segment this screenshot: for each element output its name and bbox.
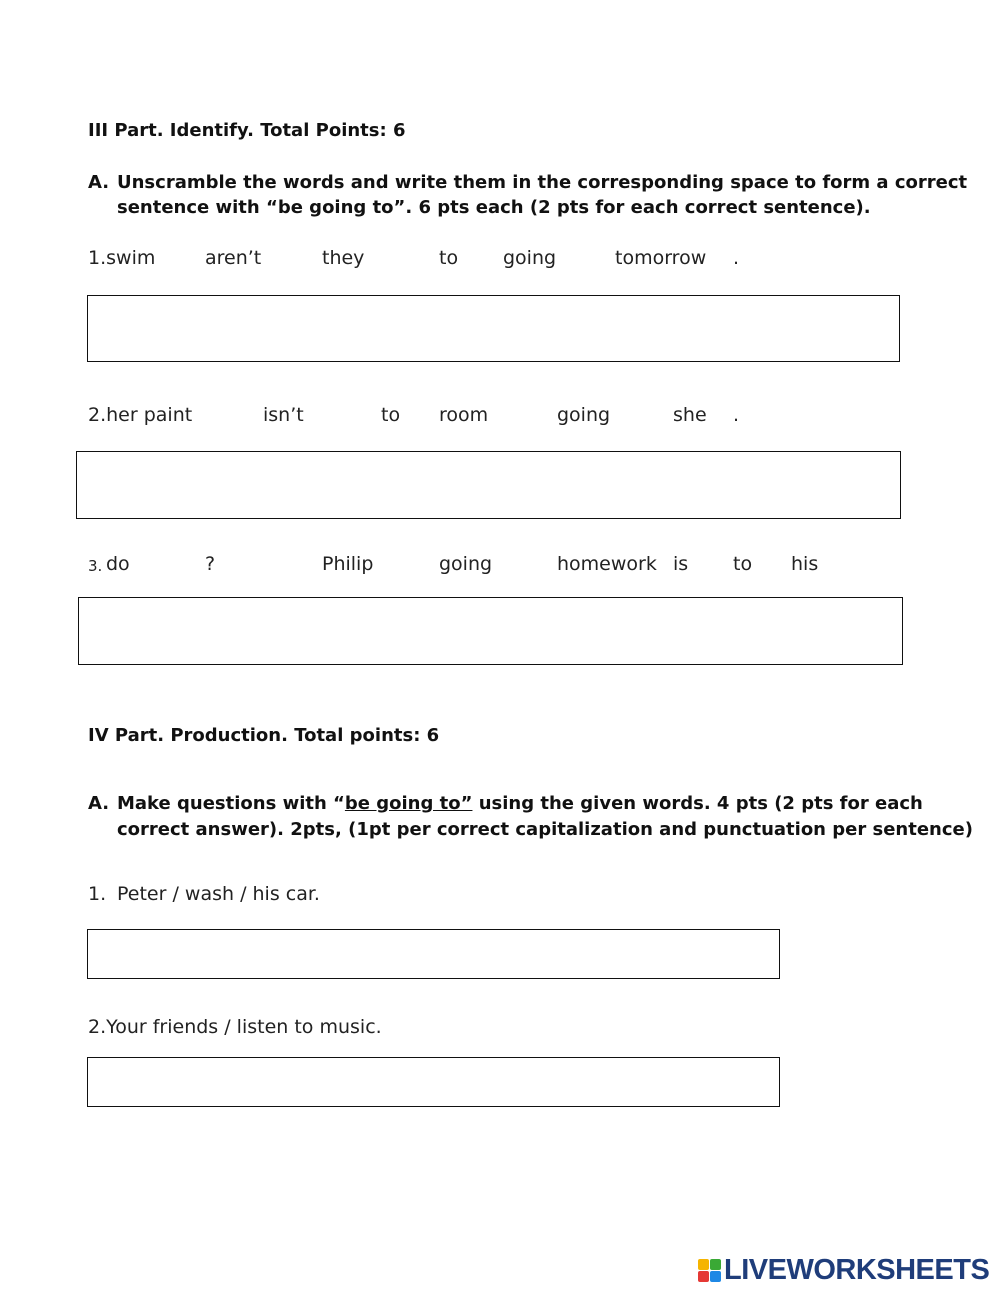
- part3-title: III Part. Identify. Total Points: 6: [88, 120, 406, 141]
- word: to: [439, 247, 459, 269]
- word: going: [439, 553, 493, 575]
- production-answer-input-2[interactable]: [88, 1058, 779, 1106]
- instruction-underlined-text: be going to”: [344, 793, 473, 814]
- logo-tile: [698, 1271, 709, 1282]
- question-1-words: [0, 247, 1000, 273]
- word: his: [791, 553, 819, 575]
- word: is: [673, 553, 689, 575]
- word: going: [503, 247, 557, 269]
- word: to: [381, 404, 401, 426]
- logo-text: LIVEWORKSHEETS: [724, 1253, 990, 1286]
- question-number: 3.: [88, 557, 103, 575]
- part4-instruction-line1: [117, 793, 923, 814]
- word: room: [439, 404, 489, 426]
- production-question-1-number: 1.: [88, 883, 107, 905]
- instruction-text: using the given words. 4 pts (2 pts for each: [472, 793, 923, 814]
- production-question-1-text: Peter / wash / his car.: [117, 883, 320, 905]
- logo-tile: [710, 1271, 721, 1282]
- instruction-text: Make questions with “: [117, 793, 345, 814]
- answer-box-2[interactable]: [76, 451, 901, 519]
- part4-instruction-line2: correct answer). 2pts, (1pt per correct capitalization and punctuation per sentence): [117, 819, 973, 840]
- part3-instruction-line1: Unscramble the words and write them in the corresponding space to form a correct: [117, 172, 968, 193]
- word: .: [733, 247, 740, 269]
- production-question-2-text: 2.Your friends / listen to music.: [88, 1016, 382, 1038]
- word: 1.swim: [88, 247, 156, 269]
- answer-input-3[interactable]: [79, 598, 902, 664]
- word: homework: [557, 553, 657, 575]
- logo-tiles-icon: [698, 1259, 721, 1282]
- word: ?: [205, 553, 216, 575]
- production-answer-input-1[interactable]: [88, 930, 779, 978]
- word: .: [733, 404, 740, 426]
- answer-box-1[interactable]: [87, 295, 900, 362]
- question-2-words: [0, 404, 1000, 430]
- word: she: [673, 404, 707, 426]
- word: tomorrow: [615, 247, 707, 269]
- word: isn’t: [263, 404, 304, 426]
- liveworksheets-logo: [698, 1254, 989, 1286]
- word: Philip: [322, 553, 374, 575]
- answer-box-3[interactable]: [78, 597, 903, 665]
- word: aren’t: [205, 247, 262, 269]
- question-3-words: [0, 553, 1000, 579]
- part3-instruction-line2: sentence with “be going to”. 6 pts each (2 pts for each correct sentence).: [117, 197, 871, 218]
- part4-title: IV Part. Production. Total points: 6: [88, 725, 440, 746]
- production-answer-box-2[interactable]: [87, 1057, 780, 1107]
- word: to: [733, 553, 753, 575]
- word: do: [106, 553, 130, 575]
- part3-instruction-letter: A.: [88, 172, 110, 193]
- word: they: [322, 247, 365, 269]
- production-answer-box-1[interactable]: [87, 929, 780, 979]
- logo-tile: [698, 1259, 709, 1270]
- logo-tile: [710, 1259, 721, 1270]
- answer-input-2[interactable]: [77, 452, 900, 518]
- word: 2.her paint: [88, 404, 193, 426]
- answer-input-1[interactable]: [88, 296, 899, 361]
- part4-instruction-letter: A.: [88, 793, 110, 814]
- word: going: [557, 404, 611, 426]
